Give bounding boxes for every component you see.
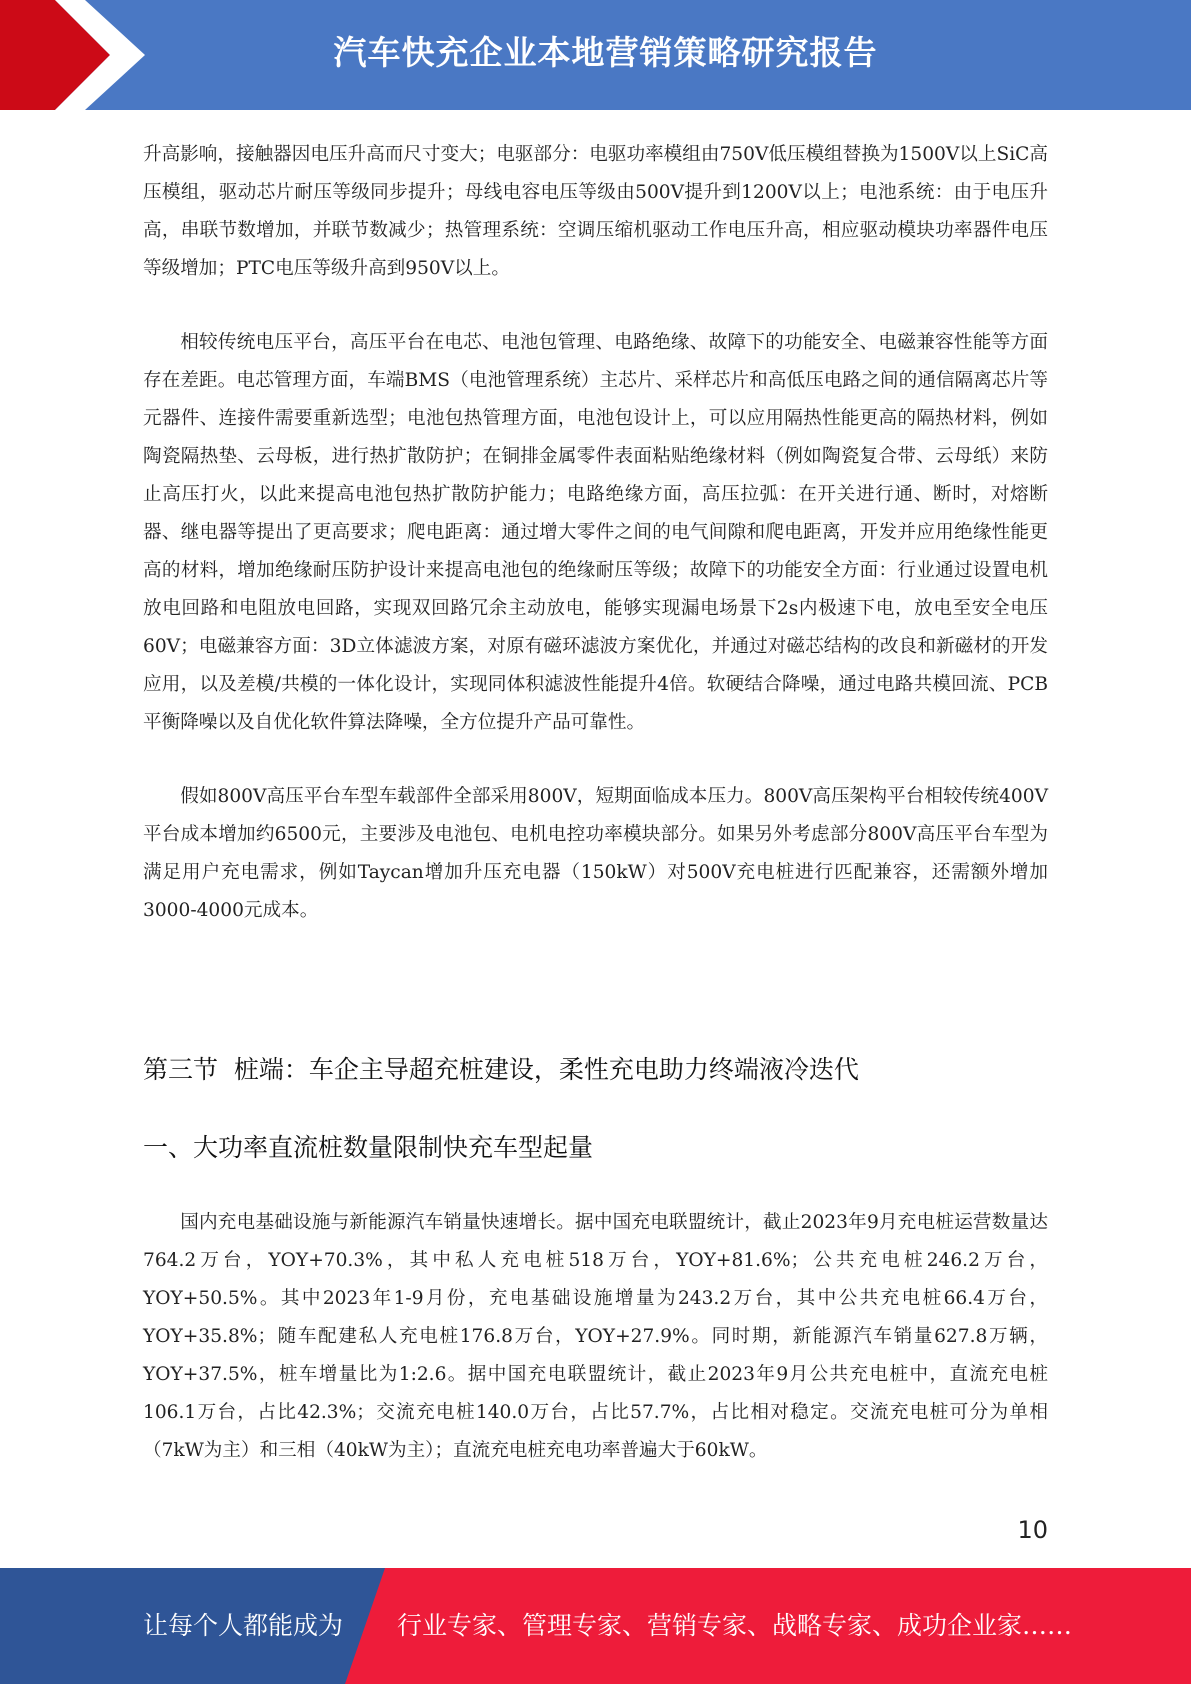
paragraph-charging-infrastructure: 国内充电基础设施与新能源汽车销量快速增长。据中国充电联盟统计，截止2023年9月充电桩运营数量达764.2万台，YOY+70.3%，其中私人充电桩518万台，YOY+81.6%；公共充电桩246.2万台，YOY+50.5%。其中2023年1-9月份，充电基础设施增量为243.2万台，其中公共充电桩66.4万台，YOY+35.8%；随车配建私人充电桩176.8万台，YOY+27.9%。同时期，新能源汽车销量627.8万辆，YOY+37.5%，桩车增量比为1:2.6。据中国充电联盟统计，截止2023年9月公共充电桩中，直流充电桩106.1万台，占比42.3%；交流充电桩140.0万台，占比57.7%，占比相对稳定。交流充电桩可分为单相（7kW为主）和三相（40kW为主）；直流充电桩充电功率普遍大于60kW。 bbox=[143, 1212, 1048, 1461]
report-title: 汽车快充企业本地营销策略研究报告 bbox=[333, 33, 878, 72]
section-heading: 第三节 桩端：车企主导超充桩建设，柔性充电助力终端液冷迭代 bbox=[143, 1055, 859, 1084]
page-number: 10 bbox=[1017, 1516, 1048, 1544]
subsection-heading: 一、大功率直流桩数量限制快充车型起量 bbox=[143, 1133, 594, 1162]
page-header bbox=[0, 0, 1191, 110]
paragraph-continuation: 升高影响，接触器因电压升高而尺寸变大；电驱部分：电驱功率模组由750V低压模组替换为1500V以上SiC高压模组，驱动芯片耐压等级同步提升；母线电容电压等级由500V提升到1200V以上；电池系统：由于电压升高，串联节数增加，并联节数减少；热管理系统：空调压缩机驱动工作电压升高，相应驱动模块功率器件电压等级增加；PTC电压等级升高到950V以上。 bbox=[143, 144, 1049, 279]
paragraph-high-voltage-gap: 相较传统电压平台，高压平台在电芯、电池包管理、电路绝缘、故障下的功能安全、电磁兼容性能等方面存在差距。电芯管理方面，车端BMS（电池管理系统）主芯片、采样芯片和高低压电路之间的通信隔离芯片等元器件、连接件需要重新选型；电池包热管理方面，电池包设计上，可以应用隔热性能更高的隔热材料，例如陶瓷隔热垫、云母板，进行热扩散防护；在铜排金属零件表面粘贴绝缘材料（例如陶瓷复合带、云母纸）来防止高压打火，以此来提高电池包热扩散防护能力；电路绝缘方面，高压拉弧：在开关进行通、断时，对熔断器、继电器等提出了更高要求；爬电距离：通过增大零件之间的电气间隙和爬电距离，开发并应用绝缘性能更高的材料，增加绝缘耐压防护设计来提高电池包的绝缘耐压等级；故障下的功能安全方面：行业通过设置电机放电回路和电阻放电回路，实现双回路冗余主动放电，能够实现漏电场景下2s内极速下电，放电至安全电压60V；电磁兼容方面：3D立体滤波方案，对原有磁环滤波方案优化，并通过对磁芯结构的改良和新磁材的开发应用，以及差模/共模的一体化设计，实现同体积滤波性能提升4倍。软硬结合降噪，通过电路共模回流、PCB平衡降噪以及自优化软件算法降噪，全方位提升产品可靠性。 bbox=[143, 332, 1048, 733]
main-content bbox=[143, 136, 1048, 1470]
page-footer bbox=[0, 1568, 1191, 1684]
paragraph-cost-pressure: 假如800V高压平台车型车载部件全部采用800V，短期面临成本压力。800V高压架构平台相较传统400V平台成本增加约6500元，主要涉及电池包、电机电控功率模块部分。如果另外考虑部分800V高压平台车型为满足用户充电需求，例如Taycan增加升压充电器（150kW）对500V充电桩进行匹配兼容，还需额外增加3000-4000元成本。 bbox=[143, 786, 1048, 921]
footer-slogan-left: 让每个人都能成为 bbox=[143, 1611, 344, 1640]
footer-slogan-right: 行业专家、管理专家、营销专家、战略专家、成功企业家…… bbox=[397, 1611, 1073, 1640]
